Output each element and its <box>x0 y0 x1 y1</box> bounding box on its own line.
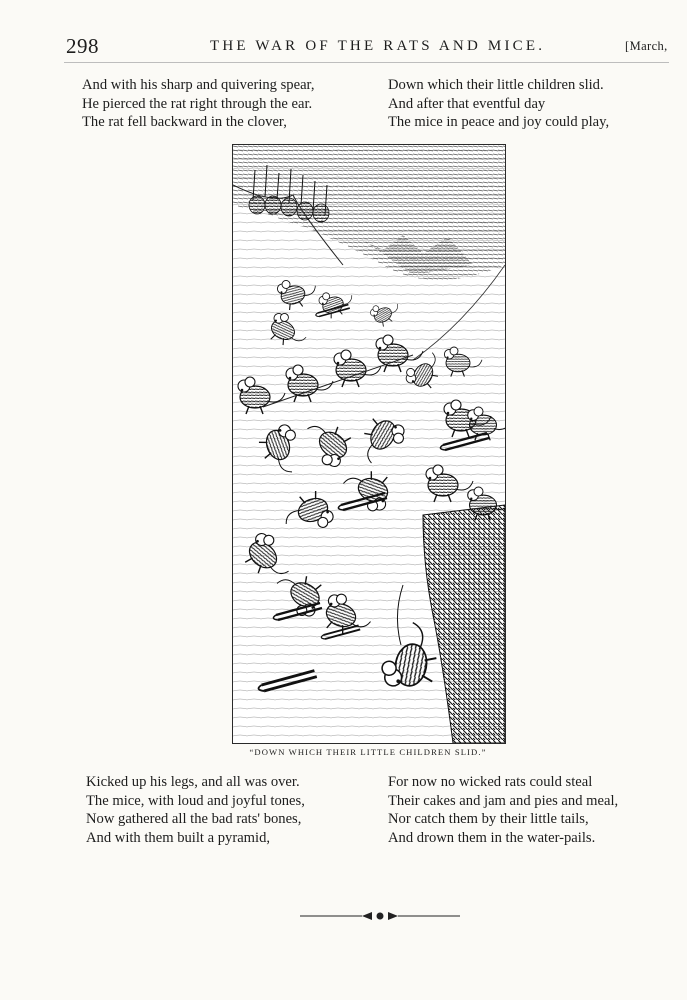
engraving-illustration <box>232 144 506 744</box>
verse-bottom-right <box>388 773 618 847</box>
verse-line: And with his sharp and quivering spear, <box>82 77 315 93</box>
verse-line: He pierced the rat right through the ear. <box>82 95 313 112</box>
verse-line: Their cakes and jam and pies and meal, <box>388 792 619 809</box>
verse-line: Down which their little children slid. <box>388 77 604 93</box>
verse-line: Nor catch them by their little tails, <box>388 811 589 827</box>
end-ornament <box>300 906 460 931</box>
verse-line: Kicked up his legs, and all was over. <box>86 774 300 790</box>
verse-line: And drown them in the water-pails. <box>388 829 596 846</box>
verse-line: And after that eventful day <box>388 95 546 112</box>
illustration-caption: “DOWN WHICH THEIR LITTLE CHILDREN SLID.” <box>249 747 487 757</box>
verse-top-left <box>82 76 314 132</box>
verse-line: The mice in peace and joy could play, <box>388 114 610 130</box>
verse-line: The rat fell backward in the clover, <box>82 114 287 130</box>
page-number: 298 <box>66 34 99 58</box>
verse-line: And with them built a pyramid, <box>86 829 271 846</box>
verse-top-right <box>388 76 609 132</box>
verse-line: The mice, with loud and joyful tones, <box>86 792 305 809</box>
verse-bottom-left <box>86 773 305 847</box>
header-rule <box>64 62 669 63</box>
running-title: THE WAR OF THE RATS AND MICE. <box>210 38 546 54</box>
verse-line: Now gathered all the bad rats' bones, <box>86 811 302 827</box>
verse-line: For now no wicked rats could steal <box>388 774 593 790</box>
month-tag: [March, <box>625 39 668 53</box>
